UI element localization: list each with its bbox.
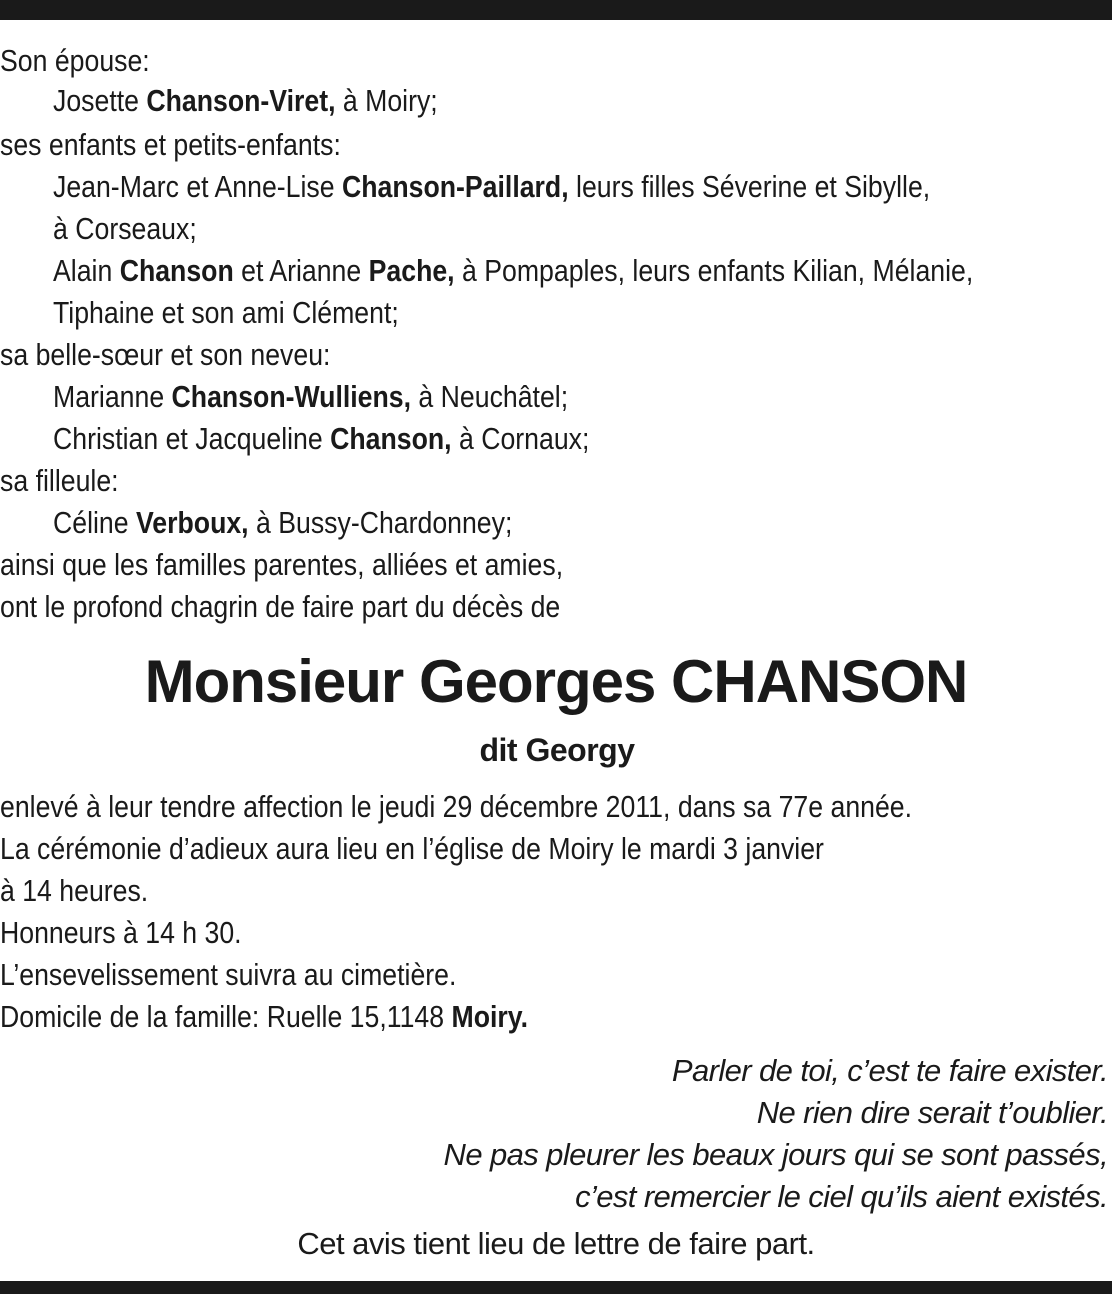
goddaughter-surname: Verboux, (135, 505, 249, 540)
children-heading: ses enfants et petits-enfants: (0, 127, 341, 162)
spouse-place: à Moiry; (335, 83, 438, 118)
inlaw1-first: Marianne (53, 379, 172, 414)
spouse-surname: Chanson-Viret, (146, 83, 336, 118)
inlaw1-surname: Chanson-Wulliens, (171, 379, 412, 414)
poem-line1: Parler de toi, c’est te faire exister. (671, 1053, 1108, 1088)
child2-surname2: Pache, (368, 253, 455, 288)
inlaw2-surname: Chanson, (330, 421, 452, 456)
spouse-first: Josette (53, 83, 147, 118)
spouse-line (53, 80, 1112, 122)
child1-line1 (53, 166, 1112, 208)
goddaughter-line (53, 502, 1112, 544)
nickname-text: dit Georgy (479, 732, 635, 768)
child2-line1 (53, 250, 1112, 292)
child1-first: Jean-Marc et Anne-Lise (53, 169, 342, 204)
closing-note: Cet avis tient lieu de lettre de faire part. (297, 1226, 815, 1261)
details-line6 (0, 996, 1109, 1038)
spouse-heading: Son épouse: (0, 43, 150, 78)
inlaw2-line (53, 418, 1112, 460)
inlaws-heading: sa belle-sœur et son neveu: (0, 337, 331, 372)
details-line4: Honneurs à 14 h 30. (0, 915, 242, 950)
child2-rest: à Pompaples, leurs enfants Kilian, Mélanie, (454, 253, 974, 288)
child2-line2: Tiphaine et son ami Clément; (53, 295, 399, 330)
child2-first: Alain (53, 253, 120, 288)
details-line3: à 14 heures. (0, 873, 149, 908)
child2-mid: et Arianne (233, 253, 369, 288)
poem-line4: c’est remercier le ciel qu’ils aient existés. (575, 1179, 1108, 1214)
child1-surname: Chanson-Paillard, (341, 169, 569, 204)
goddaughter-heading: sa filleule: (0, 463, 119, 498)
bottom-rule (0, 1281, 1112, 1294)
inlaw2-place: à Cornaux; (451, 421, 590, 456)
inlaw2-first: Christian et Jacqueline (53, 421, 331, 456)
poem-line3: Ne pas pleurer les beaux jours qui se sont passés, (443, 1137, 1108, 1172)
details-line2: La cérémonie d’adieux aura lieu en l’église de Moiry le mardi 3 janvier (0, 831, 824, 866)
details-line5: L’ensevelissement suivra au cimetière. (0, 957, 457, 992)
inlaw1-line (53, 376, 1112, 418)
domicile-town: Moiry. (451, 999, 529, 1034)
domicile-prefix: Domicile de la famille: Ruelle 15,1148 (0, 999, 452, 1034)
poem-line2: Ne rien dire serait t’oublier. (756, 1095, 1108, 1130)
child1-rest: leurs filles Séverine et Sibylle, (568, 169, 931, 204)
goddaughter-place: à Bussy-Chardonney; (248, 505, 513, 540)
inlaw1-place: à Neuchâtel; (411, 379, 569, 414)
goddaughter-first: Céline (53, 505, 136, 540)
child2-surname1: Chanson (119, 253, 234, 288)
child1-line2: à Corseaux; (53, 211, 197, 246)
top-rule (0, 0, 1112, 20)
details-line1: enlevé à leur tendre affection le jeudi 29 décembre 2011, dans sa 77e année. (0, 789, 913, 824)
families-line: ainsi que les familles parentes, alliées et amies, (0, 547, 564, 582)
deceased-name: Monsieur Georges CHANSON (144, 648, 968, 715)
deceased-nickname (0, 728, 1112, 772)
announce-line: ont le profond chagrin de faire part du décès de (0, 589, 561, 624)
